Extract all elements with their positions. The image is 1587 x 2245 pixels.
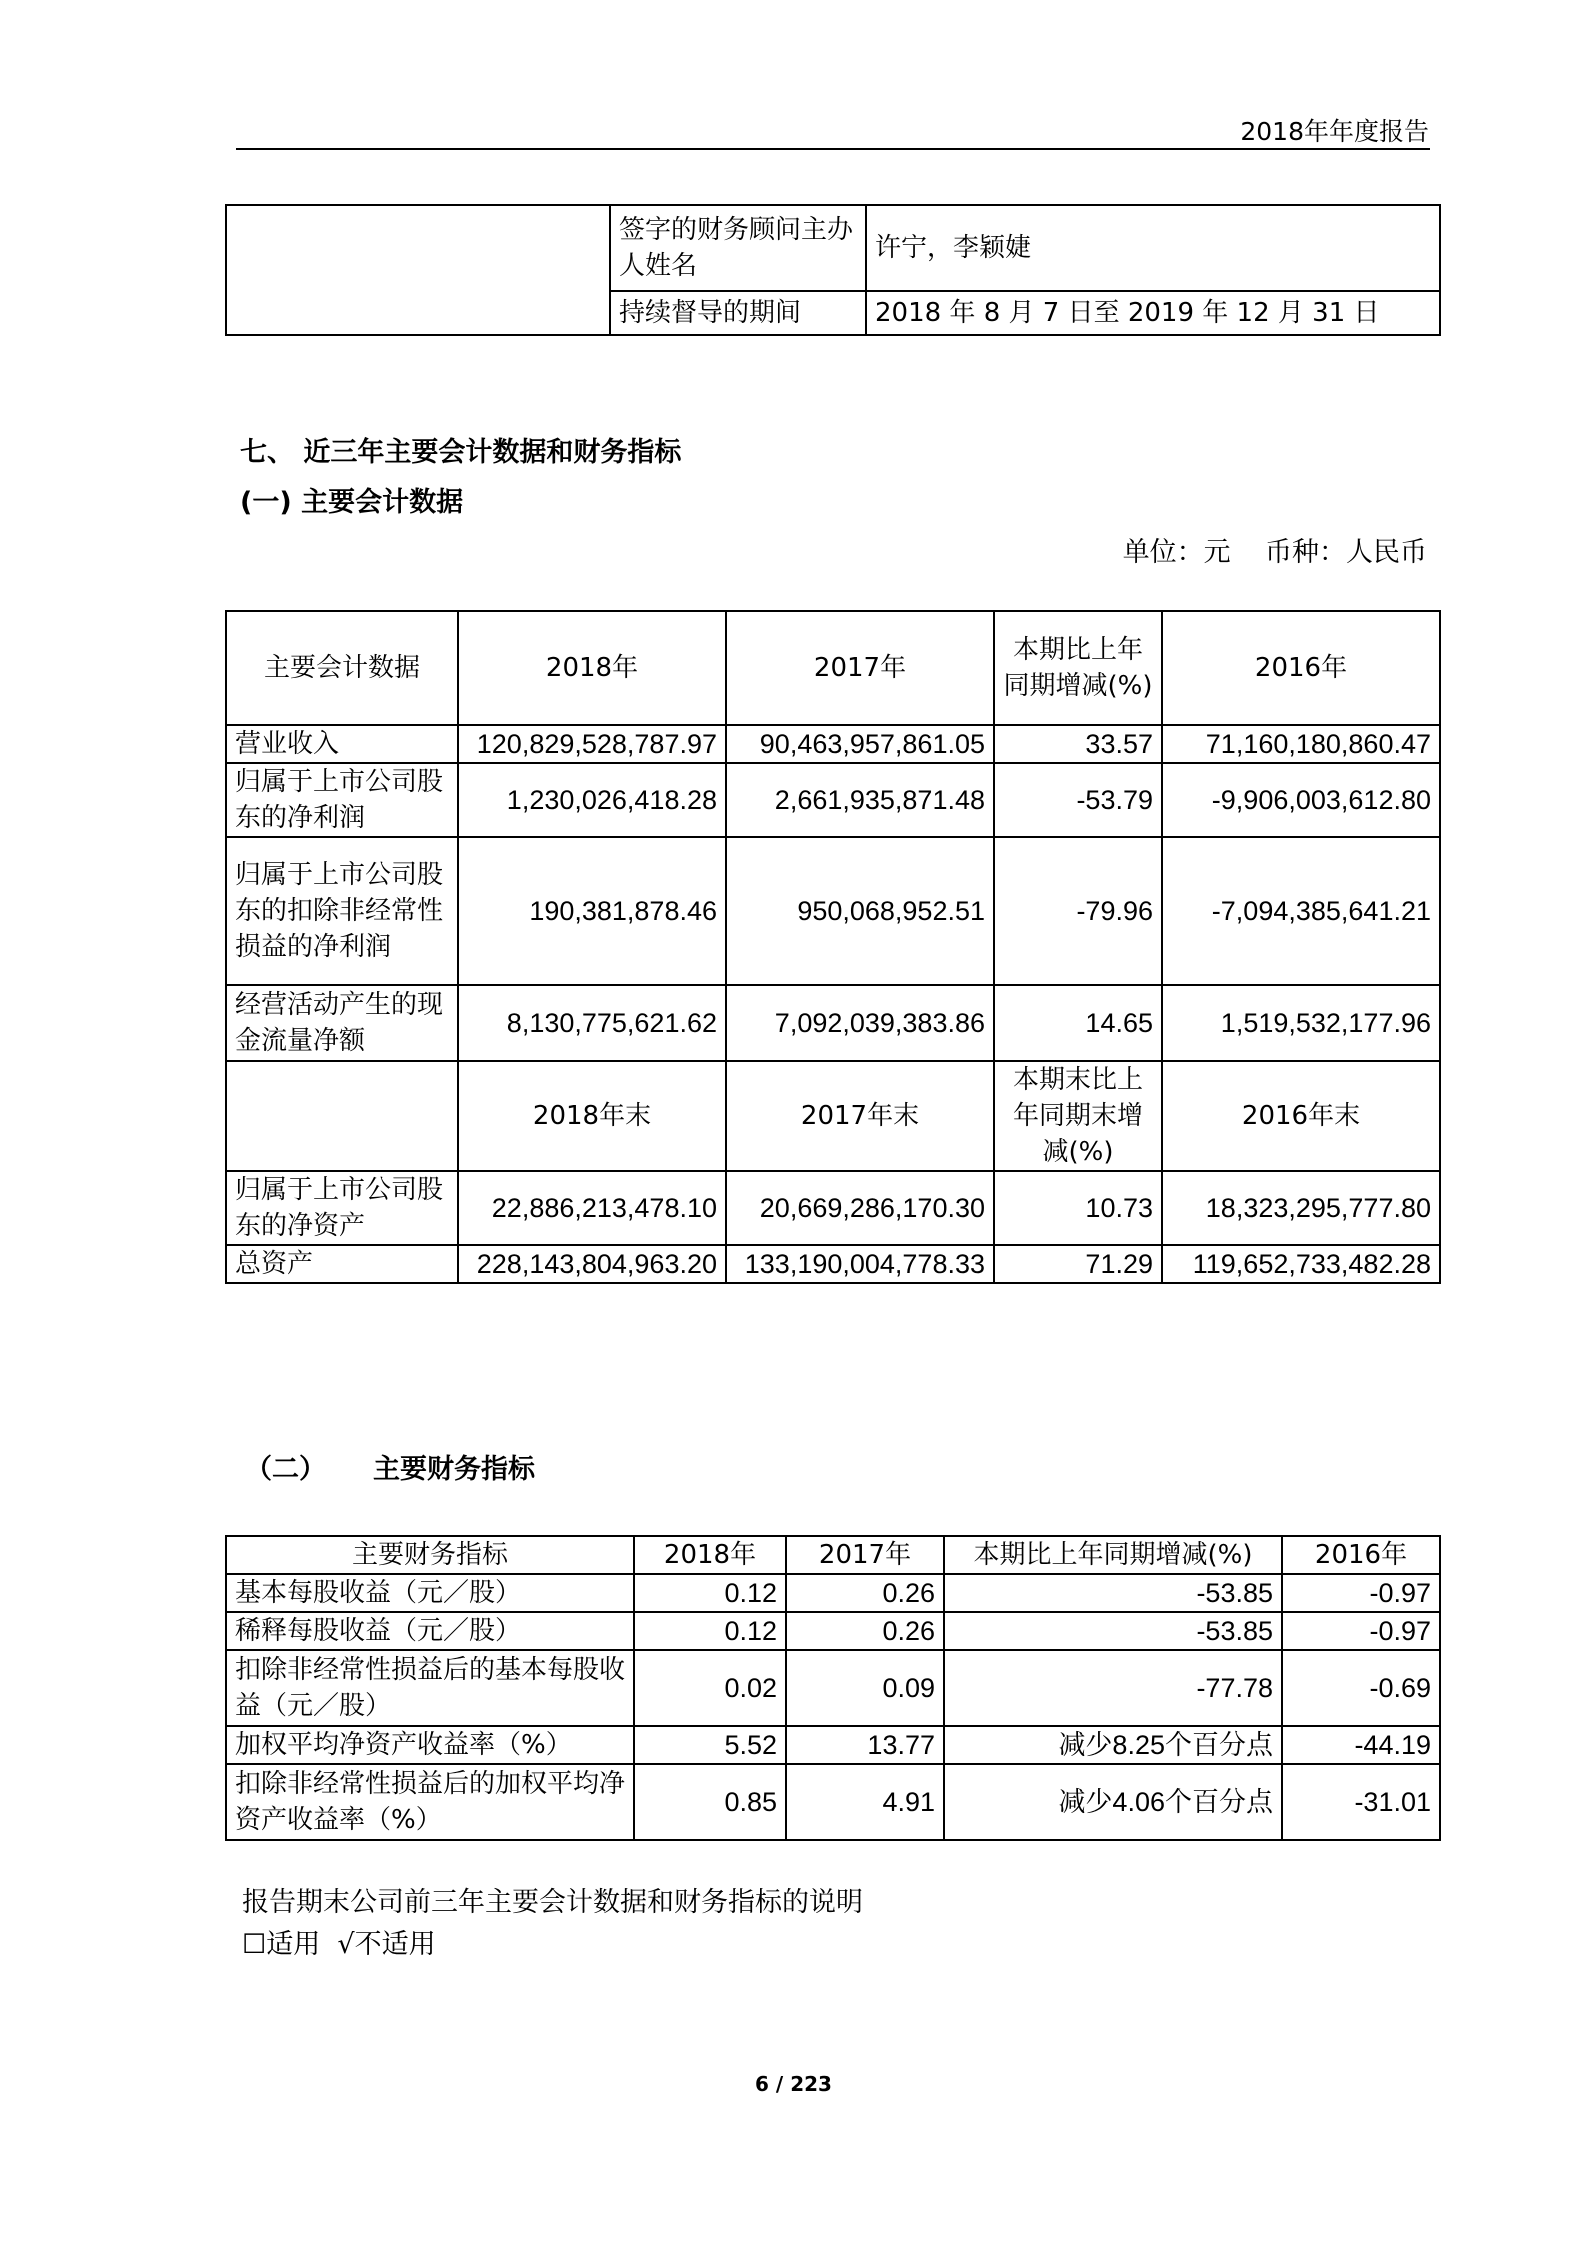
advisor-table xyxy=(225,204,1441,336)
value-cell: -31.01 xyxy=(1282,1764,1440,1840)
row-label: 归属于上市公司股东的扣除非经常性损益的净利润 xyxy=(226,837,458,985)
accounting-row xyxy=(226,1171,1440,1245)
row-label: 加权平均净资产收益率（%） xyxy=(226,1726,634,1764)
value-cell: -9,906,003,612.80 xyxy=(1162,763,1440,837)
header-cell: 2017年 xyxy=(786,1536,944,1574)
row-label: 经营活动产生的现金流量净额 xyxy=(226,985,458,1061)
accounting-row xyxy=(226,837,1440,985)
value-cell: 0.85 xyxy=(634,1764,786,1840)
financial-header-row xyxy=(226,1536,1440,1574)
value-cell: 22,886,213,478.10 xyxy=(458,1171,726,1245)
value-cell: -44.19 xyxy=(1282,1726,1440,1764)
value-cell: 18,323,295,777.80 xyxy=(1162,1171,1440,1245)
header-cell: 主要会计数据 xyxy=(226,611,458,725)
value-cell: 20,669,286,170.30 xyxy=(726,1171,994,1245)
value-cell: -77.78 xyxy=(944,1650,1282,1726)
accounting-row xyxy=(226,985,1440,1061)
header-cell: 2016年 xyxy=(1162,611,1440,725)
row-label: 营业收入 xyxy=(226,725,458,763)
value-cell: 2,661,935,871.48 xyxy=(726,763,994,837)
value-cell: 0.12 xyxy=(634,1612,786,1650)
value-cell: 0.26 xyxy=(786,1612,944,1650)
value-cell: 190,381,878.46 xyxy=(458,837,726,985)
advisor-label: 持续督导的期间 xyxy=(610,291,866,335)
value-cell: 950,068,952.51 xyxy=(726,837,994,985)
value-cell: 14.65 xyxy=(994,985,1162,1061)
financial-row xyxy=(226,1726,1440,1764)
value-cell: -53.79 xyxy=(994,763,1162,837)
value-cell: 减少8.25个百分点 xyxy=(944,1726,1282,1764)
advisor-value: 2018 年 8 月 7 日至 2019 年 12 月 31 日 xyxy=(866,291,1440,335)
value-cell: 5.52 xyxy=(634,1726,786,1764)
advisor-row xyxy=(226,205,1440,291)
value-cell: -79.96 xyxy=(994,837,1162,985)
value-cell: 0.26 xyxy=(786,1574,944,1612)
value-cell: -0.69 xyxy=(1282,1650,1440,1726)
header-cell: 2016年 xyxy=(1282,1536,1440,1574)
accounting-table xyxy=(225,610,1441,1284)
financial-row xyxy=(226,1574,1440,1612)
value-cell: -53.85 xyxy=(944,1612,1282,1650)
page-number: 6 / 223 xyxy=(755,2072,832,2096)
advisor-empty-cell xyxy=(226,205,610,335)
value-cell: -7,094,385,641.21 xyxy=(1162,837,1440,985)
section-7-title: 七、 近三年主要会计数据和财务指标 xyxy=(240,437,682,468)
header-cell: 2017年末 xyxy=(726,1061,994,1171)
value-cell: 33.57 xyxy=(994,725,1162,763)
unit-label: 单位：元 币种：人民币 xyxy=(1122,537,1427,568)
header-cell: 本期比上年同期增减(%) xyxy=(994,611,1162,725)
accounting-row xyxy=(226,725,1440,763)
value-cell: 13.77 xyxy=(786,1726,944,1764)
section-7-2-title: （二） 主要财务指标 xyxy=(245,1454,535,1485)
row-label: 扣除非经常性损益后的加权平均净资产收益率（%） xyxy=(226,1764,634,1840)
accounting-header-row xyxy=(226,611,1440,725)
header-cell xyxy=(226,1061,458,1171)
header-cell: 本期比上年同期增减(%) xyxy=(944,1536,1282,1574)
advisor-label: 签字的财务顾问主办人姓名 xyxy=(610,205,866,291)
row-label: 总资产 xyxy=(226,1245,458,1283)
value-cell: 71,160,180,860.47 xyxy=(1162,725,1440,763)
value-cell: 7,092,039,383.86 xyxy=(726,985,994,1061)
financial-table xyxy=(225,1535,1441,1841)
value-cell: 1,230,026,418.28 xyxy=(458,763,726,837)
value-cell: 0.12 xyxy=(634,1574,786,1612)
applicability-options: ☐适用 √不适用 xyxy=(242,1929,436,1960)
header-cell: 主要财务指标 xyxy=(226,1536,634,1574)
accounting-header-row-2 xyxy=(226,1061,1440,1171)
row-label: 基本每股收益（元／股） xyxy=(226,1574,634,1612)
value-cell: 228,143,804,963.20 xyxy=(458,1245,726,1283)
value-cell: 119,652,733,482.28 xyxy=(1162,1245,1440,1283)
value-cell: -53.85 xyxy=(944,1574,1282,1612)
value-cell: -0.97 xyxy=(1282,1612,1440,1650)
row-label: 归属于上市公司股东的净资产 xyxy=(226,1171,458,1245)
value-cell: 133,190,004,778.33 xyxy=(726,1245,994,1283)
note-title: 报告期末公司前三年主要会计数据和财务指标的说明 xyxy=(242,1887,863,1918)
advisor-value: 许宁，李颖婕 xyxy=(866,205,1440,291)
accounting-row xyxy=(226,1245,1440,1283)
financial-row xyxy=(226,1650,1440,1726)
value-cell: 0.09 xyxy=(786,1650,944,1726)
value-cell: 0.02 xyxy=(634,1650,786,1726)
value-cell: -0.97 xyxy=(1282,1574,1440,1612)
report-title: 2018年年度报告 xyxy=(1240,117,1429,146)
value-cell: 减少4.06个百分点 xyxy=(944,1764,1282,1840)
value-cell: 90,463,957,861.05 xyxy=(726,725,994,763)
row-label: 扣除非经常性损益后的基本每股收益（元／股） xyxy=(226,1650,634,1726)
value-cell: 71.29 xyxy=(994,1245,1162,1283)
section-7-1-title: (一) 主要会计数据 xyxy=(240,487,464,518)
header-rule xyxy=(236,148,1430,150)
accounting-row xyxy=(226,763,1440,837)
row-label: 稀释每股收益（元／股） xyxy=(226,1612,634,1650)
header-cell: 2018年 xyxy=(634,1536,786,1574)
financial-row xyxy=(226,1764,1440,1840)
value-cell: 4.91 xyxy=(786,1764,944,1840)
row-label: 归属于上市公司股东的净利润 xyxy=(226,763,458,837)
header-cell: 2016年末 xyxy=(1162,1061,1440,1171)
value-cell: 120,829,528,787.97 xyxy=(458,725,726,763)
value-cell: 10.73 xyxy=(994,1171,1162,1245)
value-cell: 8,130,775,621.62 xyxy=(458,985,726,1061)
header-cell: 2018年 xyxy=(458,611,726,725)
financial-row xyxy=(226,1612,1440,1650)
header-cell: 本期末比上年同期末增减(%) xyxy=(994,1061,1162,1171)
header-cell: 2018年末 xyxy=(458,1061,726,1171)
header-cell: 2017年 xyxy=(726,611,994,725)
value-cell: 1,519,532,177.96 xyxy=(1162,985,1440,1061)
